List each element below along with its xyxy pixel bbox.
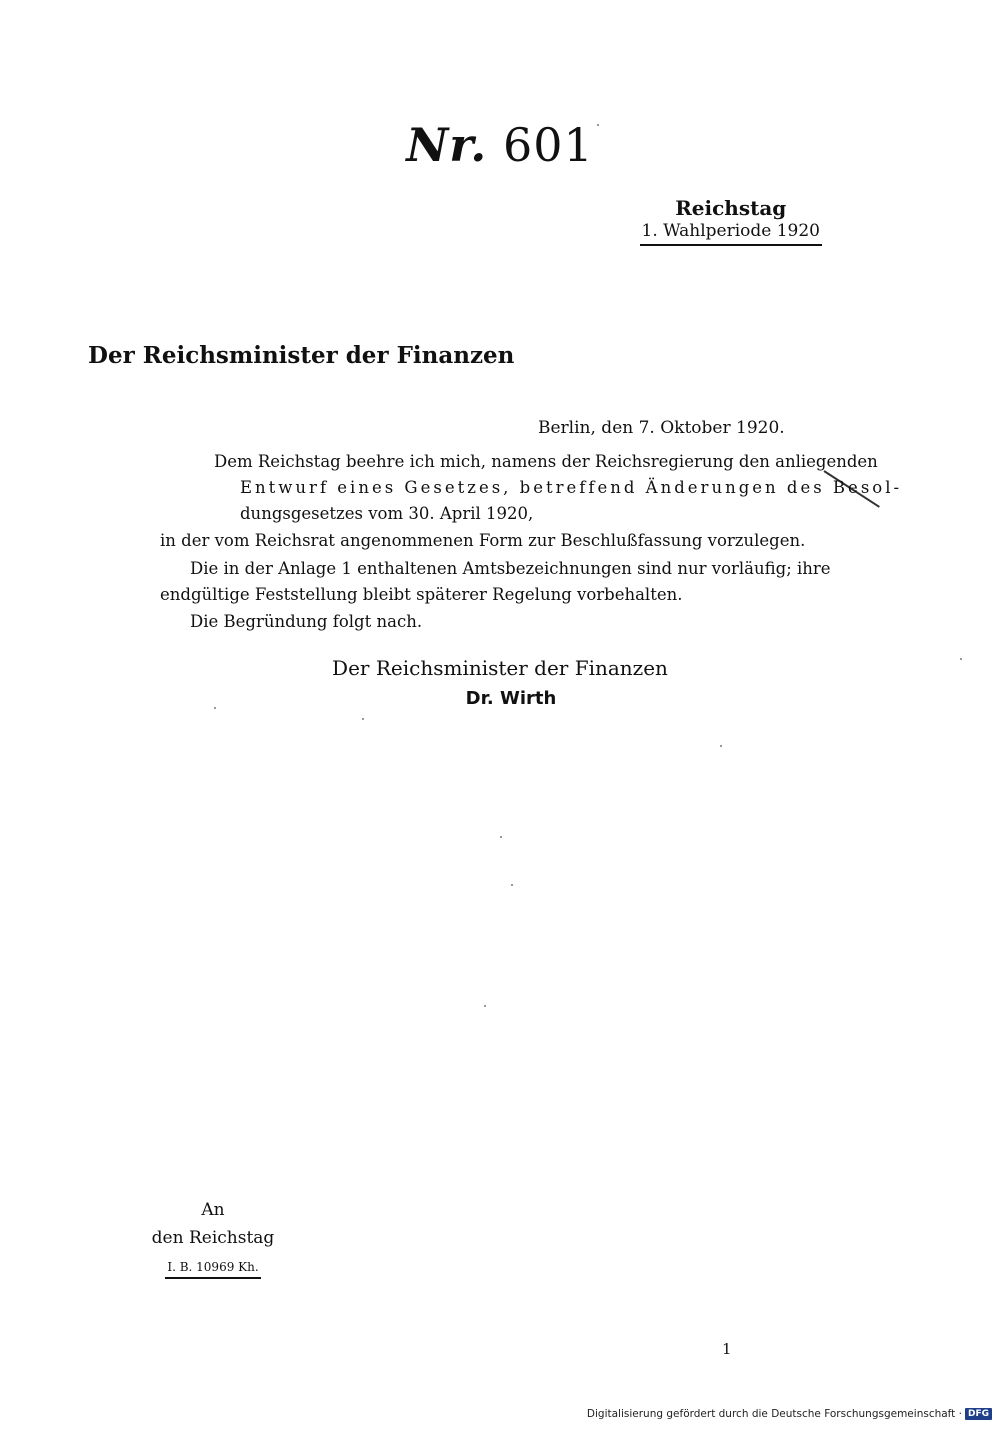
scan-speck — [720, 745, 722, 747]
reichstag-header — [640, 196, 823, 246]
body-line: endgültige Feststellung bleibt späterer Regelung vorbehalten. — [160, 585, 683, 604]
scan-speck — [214, 707, 216, 709]
date-line: Berlin, den 7. Oktober 1920. — [538, 418, 785, 438]
scan-speck — [511, 884, 513, 886]
body-line: Die in der Anlage 1 enthaltenen Amtsbezeichnungen sind nur vorläufig; ihre — [190, 559, 831, 578]
scan-speck — [500, 836, 502, 838]
document-number — [0, 118, 1000, 172]
signature-name: Dr. Wirth — [465, 688, 557, 709]
credit-text: Digitalisierung gefördert durch die Deutsche Forschungsgemeinschaft · — [586, 1408, 962, 1420]
body-line: in der vom Reichsrat angenommenen Form zur Beschlußfassung vorzulegen. — [160, 531, 806, 550]
scan-speck — [362, 718, 364, 720]
reference-code: I. B. 10969 Kh. — [165, 1259, 260, 1279]
body-line: Die Begründung folgt nach. — [190, 612, 423, 631]
body-line: dungsgesetzes vom 30. April 1920, — [240, 504, 534, 523]
addressee-block — [148, 1196, 278, 1280]
reichstag-title: Reichstag — [675, 196, 787, 220]
digitization-credit — [587, 1408, 992, 1420]
body-line: Dem Reichstag beehre ich mich, namens der Reichsregierung den anliegenden — [214, 452, 878, 471]
scan-speck — [960, 658, 962, 660]
addressee-line: An — [201, 1200, 225, 1220]
addressee-line: den Reichstag — [151, 1228, 275, 1248]
scan-speck — [484, 1005, 486, 1007]
document-number-prefix: Nr. — [406, 118, 488, 172]
page-number: 1 — [722, 1340, 732, 1358]
dfg-logo-icon: DFG — [965, 1408, 992, 1420]
scan-speck — [597, 124, 599, 126]
signature-title: Der Reichsminister der Finanzen — [332, 656, 668, 680]
legislative-period: 1. Wahlperiode 1920 — [640, 220, 823, 246]
sender-heading: Der Reichsminister der Finanzen — [88, 342, 515, 369]
document-number-value: 601 — [502, 118, 594, 172]
body-line: Entwurf eines Gesetzes, betreffend Änderungen des Besol- — [240, 478, 903, 497]
